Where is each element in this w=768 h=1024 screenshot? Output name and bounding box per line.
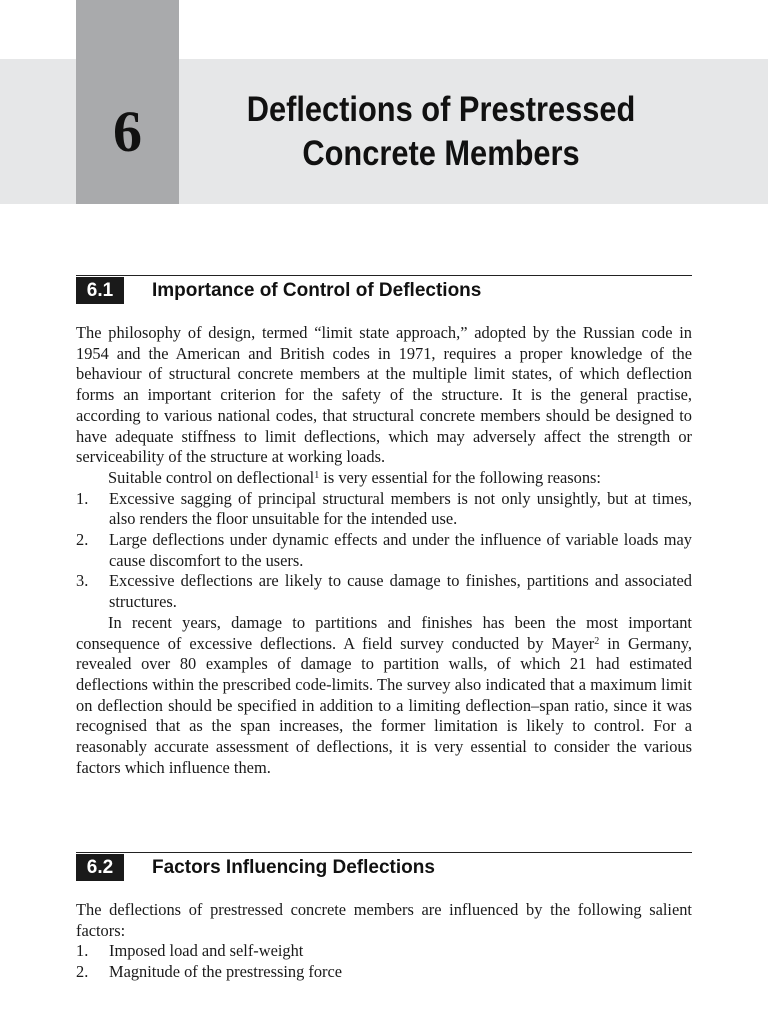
section-6-1-body	[76, 323, 692, 778]
chapter-number: 6	[113, 99, 142, 164]
paragraph-recent-years	[76, 613, 692, 779]
list-item-text: Large deflections under dynamic effects and under the influence of variable loads may cause discomfort to the users.	[109, 530, 692, 570]
paragraph-philosophy: The philosophy of design, termed “limit state approach,” adopted by the Russian code in 1954 and the American and British codes in 1971, requires a proper knowledge of the behaviour of structural concrete members at the multiple limit states, of which deflection forms an important criterion for the safety of the structure. It is the general practise, according to various national codes, that structural concrete members should be designed to have adequate stiffness to limit deflections, which may adversely affect the strength or serviceability of the structure at working loads.	[76, 323, 692, 467]
section-number: 6.2	[76, 854, 124, 881]
paragraph-factors: The deflections of prestressed concrete members are influenced by the following salient factors:	[76, 900, 692, 940]
paragraph-reasons-text-a: Suitable control on deflectional	[108, 467, 315, 487]
list-item	[76, 530, 692, 571]
list-item-number: 3.	[76, 571, 89, 591]
section-title: Factors Influencing Deflections	[152, 857, 435, 878]
footnote-ref-2: 2	[594, 635, 600, 647]
list-item-number: 2.	[76, 962, 89, 982]
section-number: 6.1	[76, 277, 124, 304]
section-6-2-body	[76, 900, 692, 983]
list-item	[76, 571, 692, 612]
section-rule	[76, 852, 692, 853]
section-rule	[76, 275, 692, 276]
list-item-text: Excessive deflections are likely to cause damage to finishes, partitions and associated structures.	[109, 571, 692, 612]
list-item-text: Magnitude of the prestressing force	[109, 962, 343, 982]
list-item-number: 2.	[76, 530, 89, 550]
chapter-title-line-2: Concrete Members	[302, 134, 580, 173]
list-item	[76, 962, 692, 983]
list-item	[76, 489, 692, 530]
section-heading-6-2	[76, 852, 692, 880]
paragraph-reasons-text-b: is very essential for the following reasons:	[319, 467, 601, 487]
list-item-number: 1.	[76, 488, 89, 508]
list-item-number: 1.	[76, 941, 89, 961]
paragraph-recent-years-text-a: In recent years, damage to partitions and finishes has been the most important consequence of excessive deflections. A field survey conducted by Mayer	[76, 612, 692, 653]
paragraph-recent-years-text-b: in Germany, revealed over 80 examples of damage to partition walls, of which 21 had estimated deflections within the prescribed code-limits. The survey also indicated that a maximum limit on deflection should be specified in addition to a limiting deflection–span ratio, since it was recognised that as the span increases, the former limitation is likely to control. For a reasonably accurate assessment of deflections, it is very essential to consider the various factors which influence them.	[76, 633, 693, 777]
list-item-text: Imposed load and self-weight	[109, 941, 304, 961]
list-item-text: Excessive sagging of principal structural members is not only unsightly, but at times, also renders the floor unsuitable for the intended use.	[109, 488, 692, 529]
chapter-title-line-1: Deflections of Prestressed	[246, 90, 636, 129]
footnote-ref-1: 1	[314, 469, 320, 481]
chapter-title	[234, 88, 648, 176]
section-heading-6-1	[76, 275, 692, 303]
list-item	[76, 941, 692, 962]
section-title: Importance of Control of Deflections	[152, 280, 482, 301]
paragraph-reasons	[76, 468, 692, 489]
